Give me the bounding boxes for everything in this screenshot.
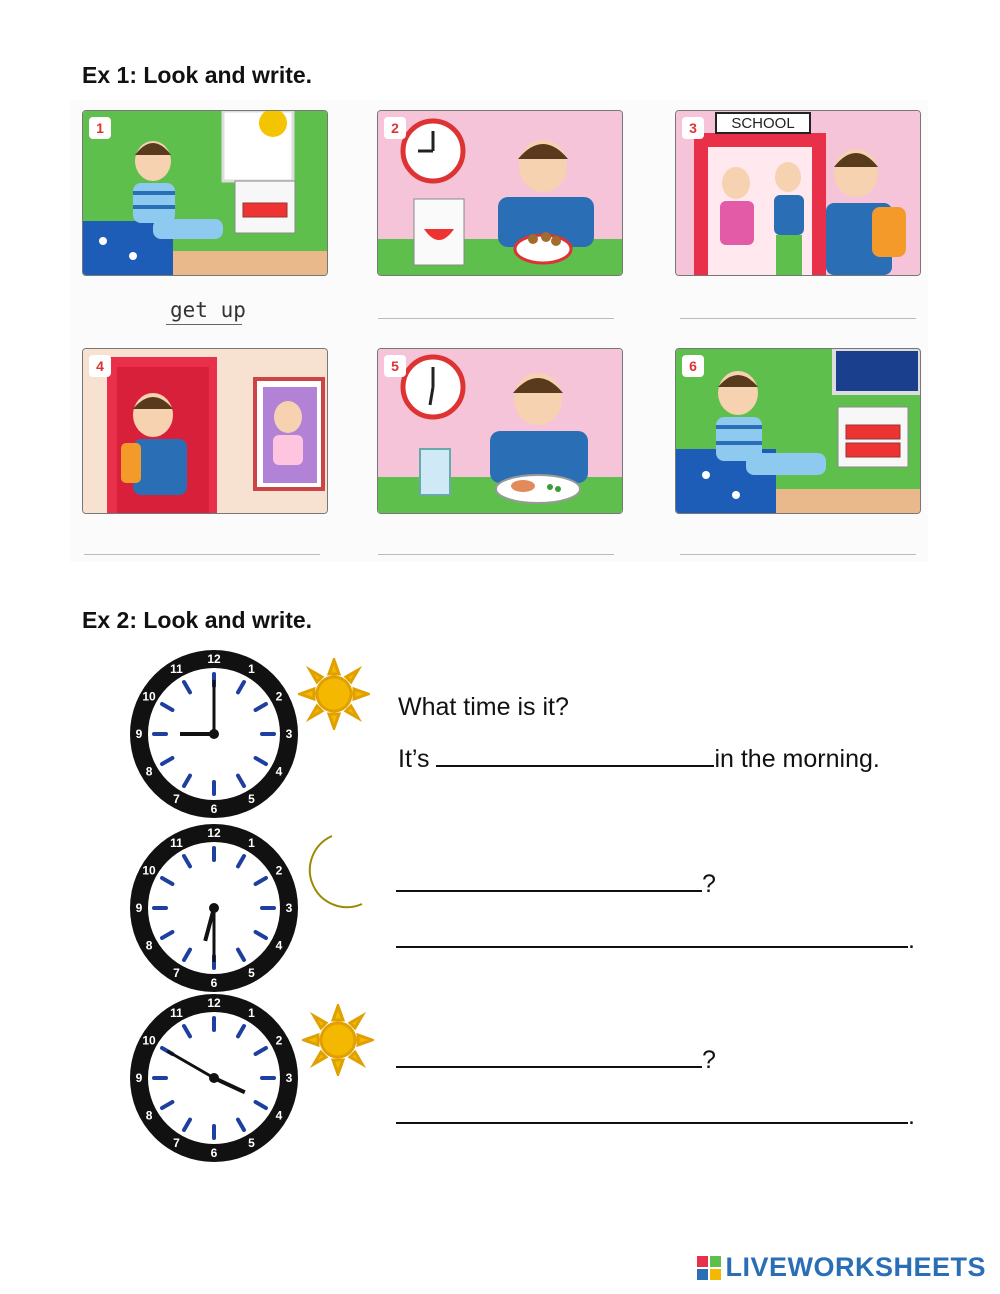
clock-3	[128, 992, 300, 1164]
panel-number: 6	[682, 355, 704, 377]
picture-panel-6	[675, 348, 921, 514]
answer-input-2[interactable]	[395, 290, 599, 318]
question-line-3	[396, 1046, 716, 1075]
liveworksheets-logo[interactable]	[697, 1252, 986, 1283]
clock-number: 2	[275, 1033, 283, 1048]
answer-blank-2[interactable]	[396, 926, 908, 948]
picture-panel-4	[82, 348, 328, 514]
question-blank-3[interactable]	[396, 1046, 702, 1068]
clock-number: 2	[275, 863, 283, 878]
clock-number: 12	[207, 652, 221, 666]
answer-suffix: in the morning.	[714, 745, 880, 773]
panel-number: 4	[89, 355, 111, 377]
dinner-scene	[378, 349, 622, 513]
picture-panel-1	[82, 110, 328, 276]
answer-line-4	[84, 554, 320, 555]
clock-number: 3	[285, 901, 293, 915]
answer-line-3	[396, 1102, 915, 1131]
bedtime-scene	[676, 349, 920, 513]
clock-number: 8	[145, 938, 153, 953]
clock-number: 11	[170, 836, 183, 851]
picture-panel-2	[377, 110, 623, 276]
question-mark: ?	[702, 870, 716, 898]
question-1: What time is it?	[398, 693, 569, 721]
answer-input-4[interactable]	[100, 526, 304, 554]
answer-blank-3[interactable]	[396, 1102, 908, 1124]
clock-number: 7	[173, 1135, 180, 1150]
clock-number: 8	[145, 1108, 153, 1123]
clock-2	[128, 822, 300, 994]
question-mark: ?	[702, 1046, 716, 1074]
answer-prefix: It’s	[398, 745, 437, 773]
panel-number: 1	[89, 117, 111, 139]
clock-number: 5	[248, 1135, 255, 1150]
answer-input-5[interactable]	[395, 526, 599, 554]
logo-text: LIVEWORKSHEETS	[725, 1252, 986, 1282]
panel-number: 2	[384, 117, 406, 139]
clock-number: 1	[248, 1006, 255, 1021]
answer-sentence-1	[398, 745, 880, 774]
clock-number: 9	[135, 901, 143, 915]
panel-number: 5	[384, 355, 406, 377]
clock-number: 11	[170, 662, 183, 677]
clock-number: 5	[248, 965, 255, 980]
moon-icon	[302, 832, 366, 912]
ex1-heading: Ex 1: Look and write.	[82, 62, 313, 88]
clock-1	[128, 648, 300, 820]
answer-blank-1[interactable]	[436, 745, 714, 767]
clock-number: 10	[142, 1033, 156, 1048]
answer-line-1	[166, 324, 242, 325]
clock-number: 12	[207, 826, 221, 840]
ex2-heading: Ex 2: Look and write.	[82, 607, 313, 633]
period: .	[908, 1102, 915, 1130]
clock-center	[209, 729, 219, 739]
question-blank-2[interactable]	[396, 870, 702, 892]
clock-number: 7	[173, 791, 180, 806]
clock-number: 4	[275, 764, 283, 779]
question-line-2	[396, 870, 716, 899]
answer-input-3[interactable]	[697, 290, 901, 318]
picture-panel-3	[675, 110, 921, 276]
clock-number: 8	[145, 764, 153, 779]
clock-number: 10	[142, 689, 156, 704]
home-scene	[83, 349, 327, 513]
clock-number: 7	[173, 965, 180, 980]
school-sign: SCHOOL	[731, 115, 795, 132]
answer-input-6[interactable]	[697, 526, 901, 554]
clock-number: 6	[210, 1146, 218, 1160]
clock-number: 1	[248, 662, 255, 677]
period: .	[908, 926, 915, 954]
clock-number: 9	[135, 1071, 143, 1085]
clock-number: 6	[210, 802, 218, 816]
clock-number: 1	[248, 836, 255, 851]
clock-number: 11	[170, 1006, 183, 1021]
sample-answer: get up	[170, 298, 246, 322]
bedroom-scene	[83, 111, 327, 275]
answer-line-3	[680, 318, 916, 319]
panel-number: 3	[682, 117, 704, 139]
clock-number: 2	[275, 689, 283, 704]
clock-number: 3	[285, 727, 293, 741]
breakfast-scene	[378, 111, 622, 275]
school-scene	[676, 111, 920, 275]
sun-icon	[298, 658, 370, 730]
clock-center	[209, 903, 219, 913]
clock-number: 10	[142, 863, 156, 878]
sun-icon	[302, 1004, 374, 1076]
clock-number: 12	[207, 996, 221, 1010]
clock-center	[209, 1073, 219, 1083]
clock-number: 6	[210, 976, 218, 990]
clock-number: 9	[135, 727, 143, 741]
answer-line-2	[378, 318, 614, 319]
clock-number: 4	[275, 1108, 283, 1123]
clock-number: 4	[275, 938, 283, 953]
answer-line-2	[396, 926, 915, 955]
clock-number: 5	[248, 791, 255, 806]
answer-line-5	[378, 554, 614, 555]
logo-badge-icon	[697, 1256, 721, 1280]
picture-panel-5	[377, 348, 623, 514]
answer-line-6	[680, 554, 916, 555]
clock-number: 3	[285, 1071, 293, 1085]
